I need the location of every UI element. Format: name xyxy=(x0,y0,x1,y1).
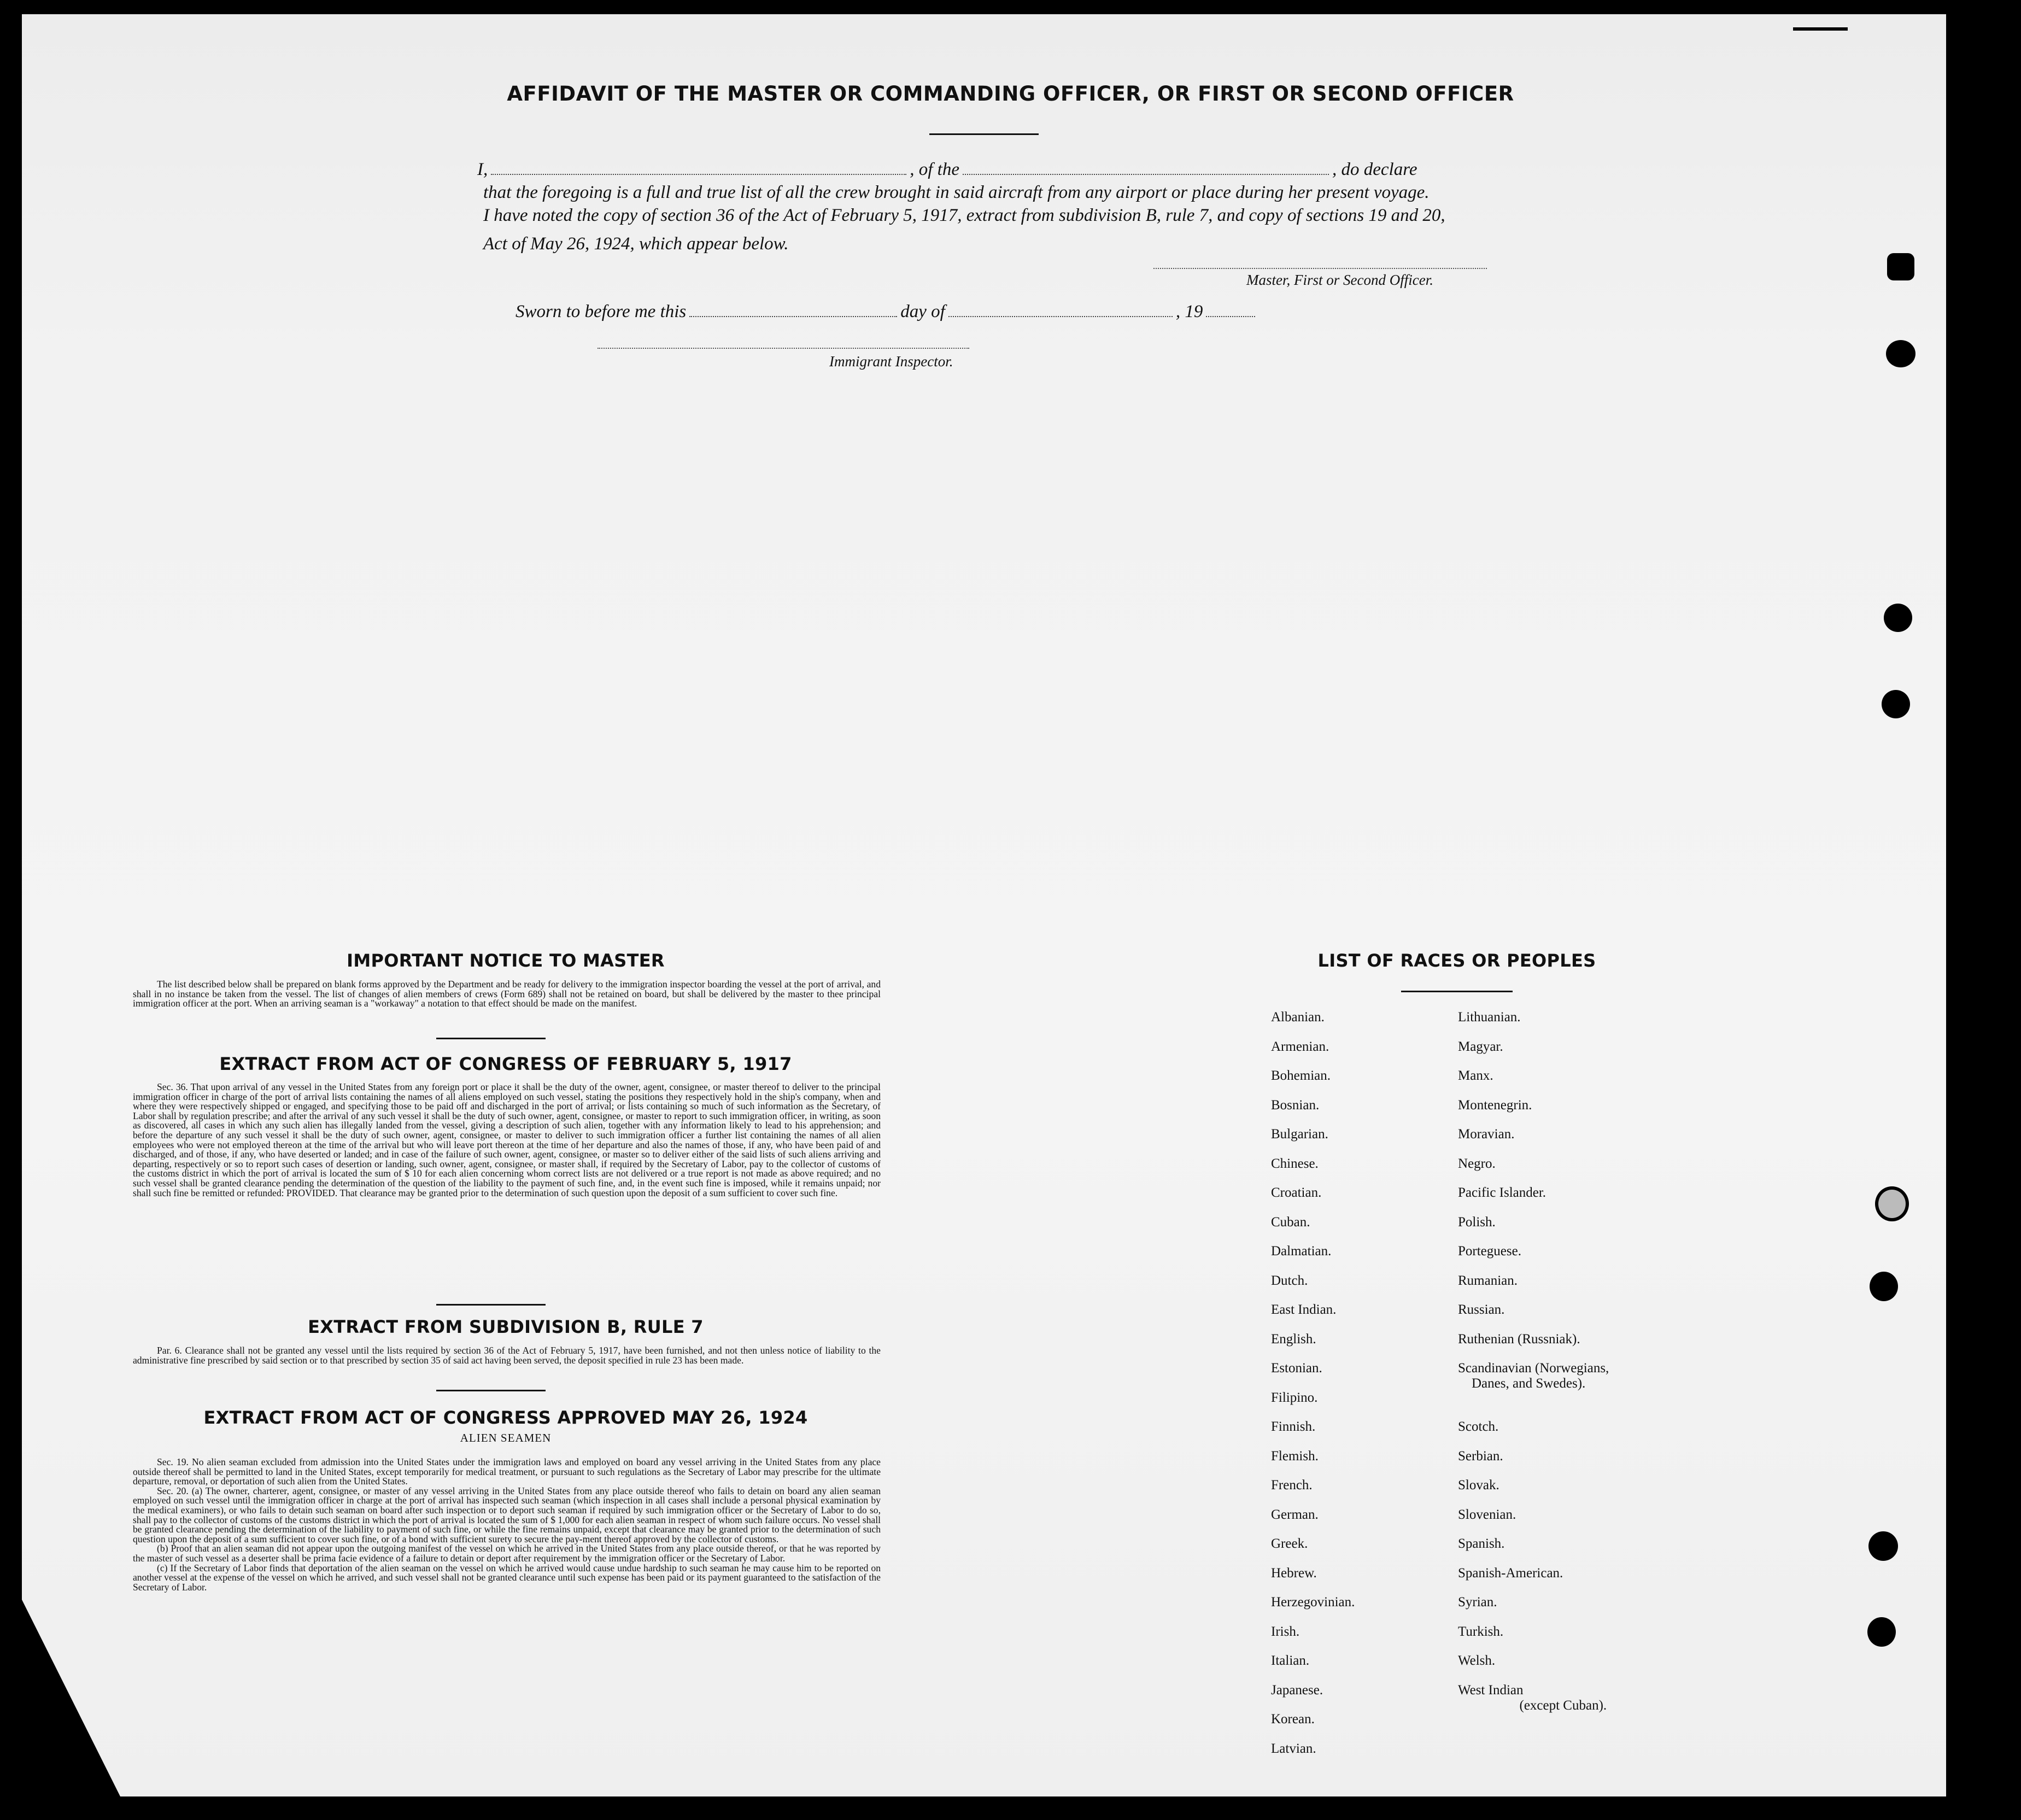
race-item: English. xyxy=(1271,1331,1316,1347)
race-item: Dutch. xyxy=(1271,1273,1308,1288)
inspector-signature-line[interactable] xyxy=(597,348,969,349)
race-item: German. xyxy=(1271,1507,1319,1522)
day-field[interactable] xyxy=(689,314,897,317)
month-field[interactable] xyxy=(948,314,1173,317)
race-item: Estonian. xyxy=(1271,1361,1322,1376)
section-divider xyxy=(436,1390,546,1391)
race-item: Syrian. xyxy=(1458,1595,1497,1610)
race-item: Armenian. xyxy=(1271,1039,1329,1054)
rule7-text xyxy=(133,1346,881,1365)
race-item: French. xyxy=(1271,1478,1313,1493)
extract-1917-paragraph: Sec. 36. That upon arrival of any vessel in the United States from any foreign port or place it shall be the duty of the owner, agent, consignee, or master thereof to deliver to the principal immigration officer in charge of the port of arrival lists containing the names of all aliens employed on such vessel, stating the positions they respectively hold in the ship's company, when and where they were respectively shipped or engaged, and specifying those to be paid off and discharged in the port of arrival; or lists containing so much of such information as the Secretary, of Labor shall by regulation prescribe; and after the arrival of any such vessel it shall be the duty of such owner, agent, consignee, or master to report to such immigration officer, in writing, as soon as discovered, all cases in which any such alien has illegally landed from the vessel, giving a description of such alien, together with any information likely to lead to his apprehension; and before the departure of any such vessel it shall be the duty of such owner, agent, consignee, or master to deliver to such immigration officer a further list containing the names of all alien employees who were not employed thereon at the time of the arrival but who will leave port thereon at the time of her departure and also the names of those, if any, who have been paid of and discharged, and of those, if any, who have deserted or landed; and in case of the failure of such owner, agent, consignee, or master so to deliver either of the said lists of such aliens arriving and departing, respectively or so to report such cases of desertion or landing, such owner, agent, consignee, or master shall, if required by the Secretary of Labor, pay to the collector of customs of the customs district in which the port of arrival is located the sum of $ 10 for each alien concerning whom correct lists are not delivered or a true report is not made as above required; and no such vessel shall be granted clearance pending the determination of the question of the liability to the payment of such fine, and, in the event such fine is imposed, while it remains unpaid; nor shall such fine be remitted or refunded: PROVIDED. That clearance may be granted prior to the determination of such question upon the deposit of a sum sufficient to cover such fine. xyxy=(133,1081,881,1198)
notice-text xyxy=(133,980,881,1009)
race-item: Manx. xyxy=(1458,1068,1493,1083)
year-label: , 19 xyxy=(1175,302,1203,321)
race-item: Spanish. xyxy=(1458,1536,1505,1551)
race-item: Irish. xyxy=(1271,1624,1300,1639)
race-item: Lithuanian. xyxy=(1458,1010,1521,1025)
race-item: Moravian. xyxy=(1458,1127,1515,1142)
race-item: Bulgarian. xyxy=(1271,1127,1328,1142)
sec-20c-paragraph: (c) If the Secretary of Labor finds that deportation of the alien seaman on the vessel on which he arrived would cause undue hardship to such seaman he may cause him to be reported on another vessel at the expense of the vessel on which he arrived, and such vessel shall not be granted clearance until such expense has been paid or its payment guaranteed to the satisfaction of the Secretary of Labor. xyxy=(133,1562,881,1593)
inspector-caption: Immigrant Inspector. xyxy=(829,353,953,370)
race-item: Korean. xyxy=(1271,1712,1315,1727)
race-item: East Indian. xyxy=(1271,1302,1337,1317)
race-item: West Indian (except Cuban). xyxy=(1458,1682,1607,1713)
title-underline xyxy=(929,133,1039,135)
affidavit-text-line: Act of May 26, 1924, which appear below. xyxy=(483,234,789,254)
race-item: Slovenian. xyxy=(1458,1507,1516,1522)
name-field[interactable] xyxy=(491,172,906,175)
punch-hole xyxy=(1882,690,1910,718)
race-item: Pacific Islander. xyxy=(1458,1185,1546,1200)
race-item: Russian. xyxy=(1458,1302,1505,1317)
extract-1924-text xyxy=(133,1458,881,1592)
race-item: Croatian. xyxy=(1271,1185,1322,1200)
rule7-title: EXTRACT FROM SUBDIVISION B, RULE 7 xyxy=(308,1316,704,1337)
race-item: Rumanian. xyxy=(1458,1273,1518,1288)
sec-20b-paragraph: (b) Proof that an alien seaman did not appear upon the outgoing manifest of the vessel on which he arrived in the United States from any place outside thereof, or that he was reported by the master of such vessel as a deserter shall be prima facie evidence of a failure to detain or deport after requirement by the immigration officer or the Secretary of Labor. xyxy=(133,1543,881,1564)
vessel-field[interactable] xyxy=(963,172,1329,175)
race-item: Scotch. xyxy=(1458,1419,1499,1434)
master-signature-line[interactable] xyxy=(1153,268,1487,269)
race-item: Magyar. xyxy=(1458,1039,1503,1054)
race-item: Ruthenian (Russniak). xyxy=(1458,1331,1580,1347)
punch-hole xyxy=(1875,1186,1909,1221)
punch-hole xyxy=(1870,1272,1898,1301)
affidavit-text-line: I have noted the copy of section 36 of the Act of February 5, 1917, extract from subdivision B, rule 7, and copy of sections 19 and 20, xyxy=(483,206,1445,225)
race-item: Bohemian. xyxy=(1271,1068,1331,1083)
master-caption: Master, First or Second Officer. xyxy=(1246,272,1433,288)
section-divider xyxy=(436,1038,546,1039)
affidavit-declare: , do declare xyxy=(1332,160,1417,179)
race-item: Hebrew. xyxy=(1271,1565,1317,1581)
punch-hole xyxy=(1867,1617,1896,1647)
race-item: Slovak. xyxy=(1458,1478,1499,1493)
race-item: Spanish-American. xyxy=(1458,1565,1563,1581)
affidavit-title: AFFIDAVIT OF THE MASTER OR COMMANDING OFFICER, OR FIRST OR SECOND OFFICER xyxy=(507,82,1514,106)
race-item: Porteguese. xyxy=(1458,1244,1521,1259)
sec-20a-paragraph: Sec. 20. (a) The owner, charterer, agent, consignee, or master of any vessel arriving in the United States from any place outside thereof who fails to detain on board any alien seaman employed on such vessel until the immigration officer in charge at the port of arrival has inspected such seaman (which inspection in all cases shall include a personal physical examination by the medical examiners), or who fails to detain such seaman on board after such inspection or to deport such seaman if required by such immigration officer or the Secretary of Labor to do so, shall pay to the collector of customs of the customs district in which the port of arrival is located the sum of $ 1,000 for each alien seaman in respect of whom such failure occurs. No vessel shall be granted clearance pending the determination of the liability to payment of such fine, or while the fine remains unpaid, except that clearance may be granted prior to the determination of such question upon the deposit of a sum sufficient to cover such fine, or of a bond with sufficient surety to secure the pay-ment thereof approved by the collector of customs. xyxy=(133,1485,881,1544)
race-item: Herzegovinian. xyxy=(1271,1595,1355,1610)
race-item: Turkish. xyxy=(1458,1624,1504,1639)
race-item: Chinese. xyxy=(1271,1156,1319,1171)
race-item: Welsh. xyxy=(1458,1653,1496,1668)
affidavit-text-line: that the foregoing is a full and true list of all the crew brought in said aircraft from any airport or place during her present voyage. xyxy=(483,183,1430,202)
race-item: Filipino. xyxy=(1271,1390,1318,1405)
affidavit-of-the: , of the xyxy=(910,160,959,179)
extract-1917-title: EXTRACT FROM ACT OF CONGRESS OF FEBRUARY 5, 1917 xyxy=(219,1054,792,1074)
race-item: Albanian. xyxy=(1271,1010,1325,1025)
race-item: Negro. xyxy=(1458,1156,1496,1171)
race-item: Italian. xyxy=(1271,1653,1310,1668)
race-item: Japanese. xyxy=(1271,1682,1323,1698)
extract-1924-title: EXTRACT FROM ACT OF CONGRESS APPROVED MAY 26, 1924 xyxy=(203,1407,808,1428)
race-item: Cuban. xyxy=(1271,1214,1310,1230)
race-item: Polish. xyxy=(1458,1214,1496,1230)
notice-title: IMPORTANT NOTICE TO MASTER xyxy=(347,950,665,971)
affidavit-i: I, xyxy=(477,160,488,179)
race-item: Finnish. xyxy=(1271,1419,1316,1434)
punch-hole xyxy=(1886,340,1915,367)
sworn-label: Sworn to before me this xyxy=(515,302,687,321)
sworn-line xyxy=(515,300,1258,324)
day-of-label: day of xyxy=(900,302,945,321)
affidavit-declaration-line xyxy=(477,157,1417,182)
punch-hole xyxy=(1884,604,1912,632)
race-item: Serbian. xyxy=(1458,1448,1503,1464)
punch-hole xyxy=(1887,253,1914,280)
sec-19-paragraph: Sec. 19. No alien seaman excluded from admission into the United States under the immigration laws and employed on board any vessel arriving in the United States from any place outside thereof shall be permitted to land in the United States, except temporarily for medical treatment, or pursuant to such regulations as the Secretary of Labor may prescribe for the ultimate departure, removal, or deportation of such alien from the United States. xyxy=(133,1456,881,1487)
year-field[interactable] xyxy=(1206,314,1255,317)
notice-paragraph: The list described below shall be prepared on blank forms approved by the Department and be ready for delivery to the immigration inspector boarding the vessel at the port of arrival, and shall in no instance be taken from the vessel. The list of changes of alien members of crews (Form 689) shall not be retained on board, but shall be delivered by the master to thee principal immigration officer at the port. When an arriving seaman is a "workaway" a notation to that effect should be made on the manifest. xyxy=(133,979,881,1009)
race-item: Montenegrin. xyxy=(1458,1097,1532,1113)
extract-1917-text xyxy=(133,1082,881,1198)
rule7-paragraph: Par. 6. Clearance shall not be granted any vessel until the lists required by section 36 of the Act of February 5, 1917, have been furnished, and not then unless notice of liability to the administrative fine prescribed by said section or to that prescribed by section 35 of said act having been served, the deposit specified in rule 23 has been made. xyxy=(133,1345,881,1366)
punch-hole xyxy=(1868,1531,1898,1561)
section-divider xyxy=(436,1304,546,1306)
race-item: Scandinavian (Norwegians, Danes, and Swedes). xyxy=(1458,1361,1609,1391)
race-item: Dalmatian. xyxy=(1271,1244,1332,1259)
races-title: LIST OF RACES OR PEOPLES xyxy=(1317,950,1596,971)
corner-mark xyxy=(1793,27,1848,31)
extract-1924-subtitle: ALIEN SEAMEN xyxy=(460,1431,552,1444)
races-title-underline xyxy=(1401,991,1513,992)
race-item: Bosnian. xyxy=(1271,1097,1320,1113)
race-item: Greek. xyxy=(1271,1536,1308,1551)
race-item: Flemish. xyxy=(1271,1448,1319,1464)
race-item: Latvian. xyxy=(1271,1741,1316,1756)
